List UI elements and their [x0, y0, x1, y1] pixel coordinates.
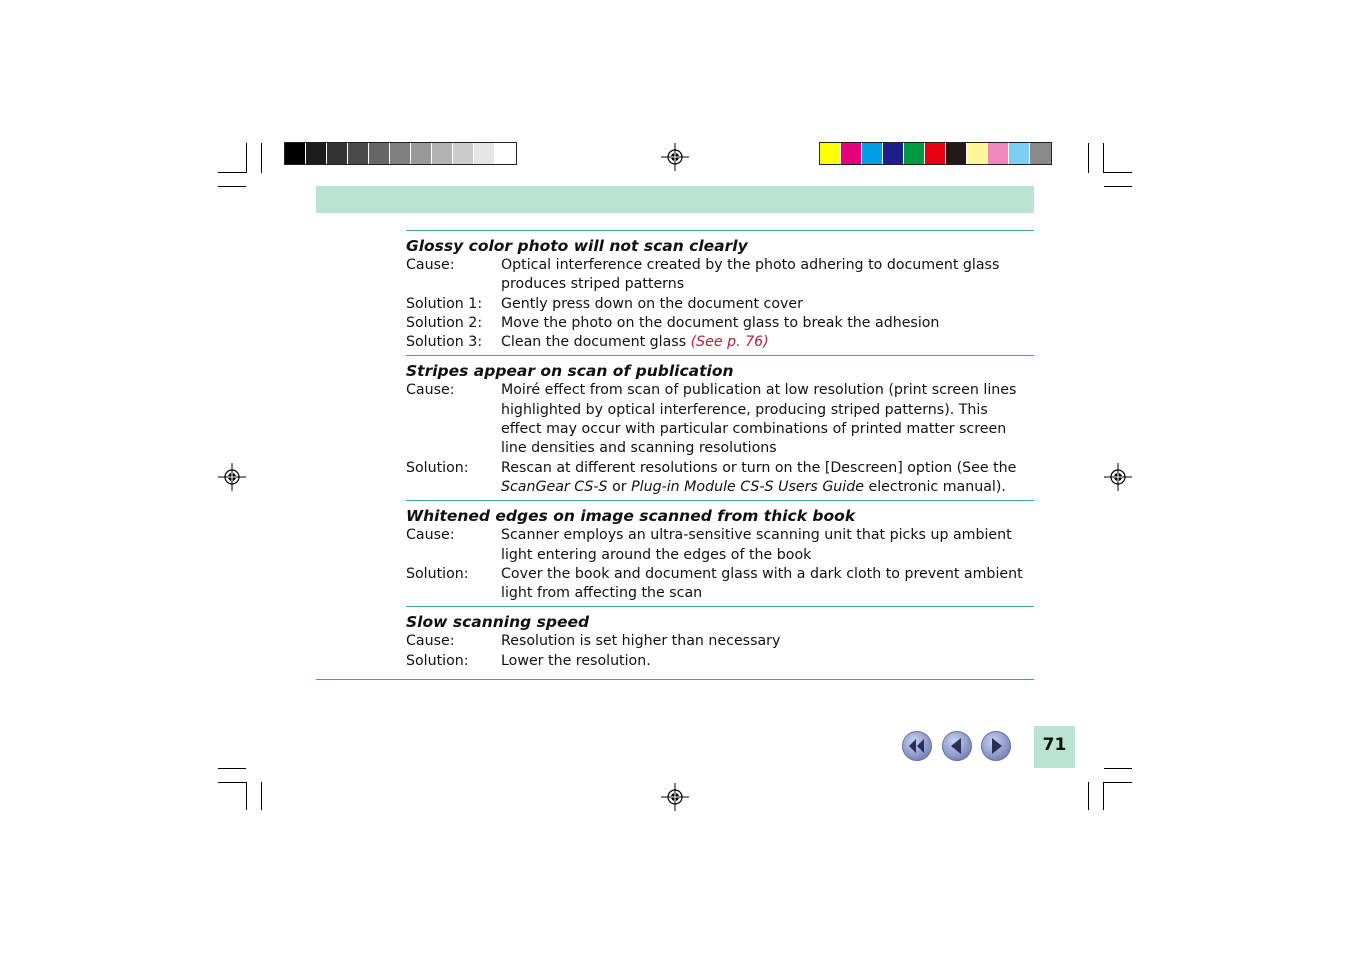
row-text: Move the photo on the document glass to break the adhesion [501, 314, 940, 331]
row-text-with-link [501, 333, 1034, 352]
row-label: Cause: [406, 633, 455, 650]
section-title: Stripes appear on scan of publication [406, 362, 734, 381]
registration-mark-icon [218, 463, 246, 491]
row-text: Moiré effect from scan of publication at low resolution (print screen lines highlighted by optical interference, producing striped patterns). This effect may occur with particular combinations of printed matter screen line densities and scanning resolutions [501, 382, 1017, 457]
row-text-mixed [501, 459, 1034, 498]
list-item [406, 314, 1034, 333]
color-swatch [967, 143, 988, 164]
previous-page-icon [942, 731, 972, 761]
manual-title: Plug-in Module CS-S Users Guide [631, 478, 864, 495]
row-label: Solution: [406, 459, 469, 476]
bottom-rule [316, 679, 1034, 680]
gray-swatch [474, 143, 495, 164]
gray-swatch [495, 143, 516, 164]
row-text: Resolution is set higher than necessary [501, 633, 781, 650]
row-label: Solution: [406, 565, 469, 582]
crop-mark [261, 782, 262, 810]
list-item [406, 652, 1034, 671]
gray-swatch [306, 143, 327, 164]
crop-mark [1104, 782, 1132, 783]
crop-mark [1088, 143, 1089, 173]
gray-swatch [390, 143, 411, 164]
gray-swatch [453, 143, 474, 164]
first-page-button[interactable] [902, 731, 932, 761]
header-band [316, 186, 1034, 213]
row-label: Cause: [406, 382, 455, 399]
list-item [406, 256, 1034, 295]
gray-swatch [327, 143, 348, 164]
color-swatch [883, 143, 904, 164]
crop-mark [218, 172, 246, 173]
row-text: Lower the resolution. [501, 652, 651, 669]
list-item [406, 295, 1034, 314]
previous-page-button[interactable] [942, 731, 972, 761]
page-number [1034, 726, 1075, 768]
row-text: Clean the document glass [501, 334, 691, 351]
next-page-icon [981, 731, 1011, 761]
row-text: Gently press down on the document cover [501, 295, 803, 312]
gray-swatch [369, 143, 390, 164]
registration-mark-icon [1104, 463, 1132, 491]
section-stripes-publication [406, 355, 1034, 500]
color-swatch [946, 143, 967, 164]
row-text: Cover the book and document glass with a dark cloth to prevent ambient light from affecting the scan [501, 565, 1023, 602]
crop-mark [1104, 186, 1132, 187]
section-slow-scanning [406, 606, 1034, 674]
crop-mark [1103, 143, 1104, 173]
row-label: Solution 2: [406, 314, 483, 331]
troubleshooting-content [406, 230, 1034, 674]
section-glossy-photo [406, 230, 1034, 355]
crop-mark [1104, 768, 1132, 769]
crop-mark [218, 768, 246, 769]
section-title: Slow scanning speed [406, 613, 590, 632]
gray-swatch [285, 143, 306, 164]
crop-mark [246, 143, 247, 173]
crop-mark [261, 143, 262, 173]
color-swatch [862, 143, 883, 164]
crop-mark [1103, 782, 1104, 810]
row-label: Solution 1: [406, 295, 483, 312]
color-swatch [1009, 143, 1030, 164]
row-label: Solution: [406, 652, 469, 669]
list-item [406, 565, 1034, 604]
list-item [406, 459, 1034, 498]
row-label: Cause: [406, 257, 455, 273]
list-item [406, 526, 1034, 565]
page-number-text: 71 [1042, 735, 1067, 755]
row-text: Optical interference created by the photo adhering to document glass produces striped patterns [501, 257, 1000, 293]
row-label: Cause: [406, 527, 455, 544]
section-title: Whitened edges on image scanned from thick book [406, 507, 856, 526]
crop-mark [246, 782, 247, 810]
grayscale-swatch-bar [284, 142, 517, 165]
list-item [406, 381, 1034, 458]
color-swatch [1030, 143, 1051, 164]
row-label: Solution 3: [406, 334, 483, 351]
crop-mark [1104, 172, 1132, 173]
color-swatch [904, 143, 925, 164]
gray-swatch [348, 143, 369, 164]
row-text: electronic manual). [863, 478, 1006, 495]
list-item [406, 333, 1034, 352]
section-title: Glossy color photo will not scan clearly [406, 237, 748, 255]
gray-swatch [411, 143, 432, 164]
list-item [406, 632, 1034, 651]
color-swatch-bar [819, 142, 1052, 165]
color-swatch [925, 143, 946, 164]
row-text: or [607, 478, 632, 495]
manual-title: ScanGear CS-S [501, 478, 608, 495]
section-whitened-edges [406, 500, 1034, 606]
gray-swatch [432, 143, 453, 164]
page-reference-link[interactable]: (See p. 76) [690, 334, 769, 351]
next-page-button[interactable] [981, 731, 1011, 761]
row-text: Scanner employs an ultra-sensitive scanning unit that picks up ambient light entering around the edges of the book [501, 527, 1012, 563]
rewind-icon [902, 731, 932, 761]
color-swatch [841, 143, 862, 164]
registration-mark-icon [661, 143, 689, 171]
registration-mark-icon [661, 783, 689, 811]
row-text: Rescan at different resolutions or turn on the [Descreen] option (See the [501, 459, 1017, 476]
crop-mark [1088, 782, 1089, 810]
color-swatch [820, 143, 841, 164]
crop-mark [218, 782, 246, 783]
color-swatch [988, 143, 1009, 164]
crop-mark [218, 186, 246, 187]
